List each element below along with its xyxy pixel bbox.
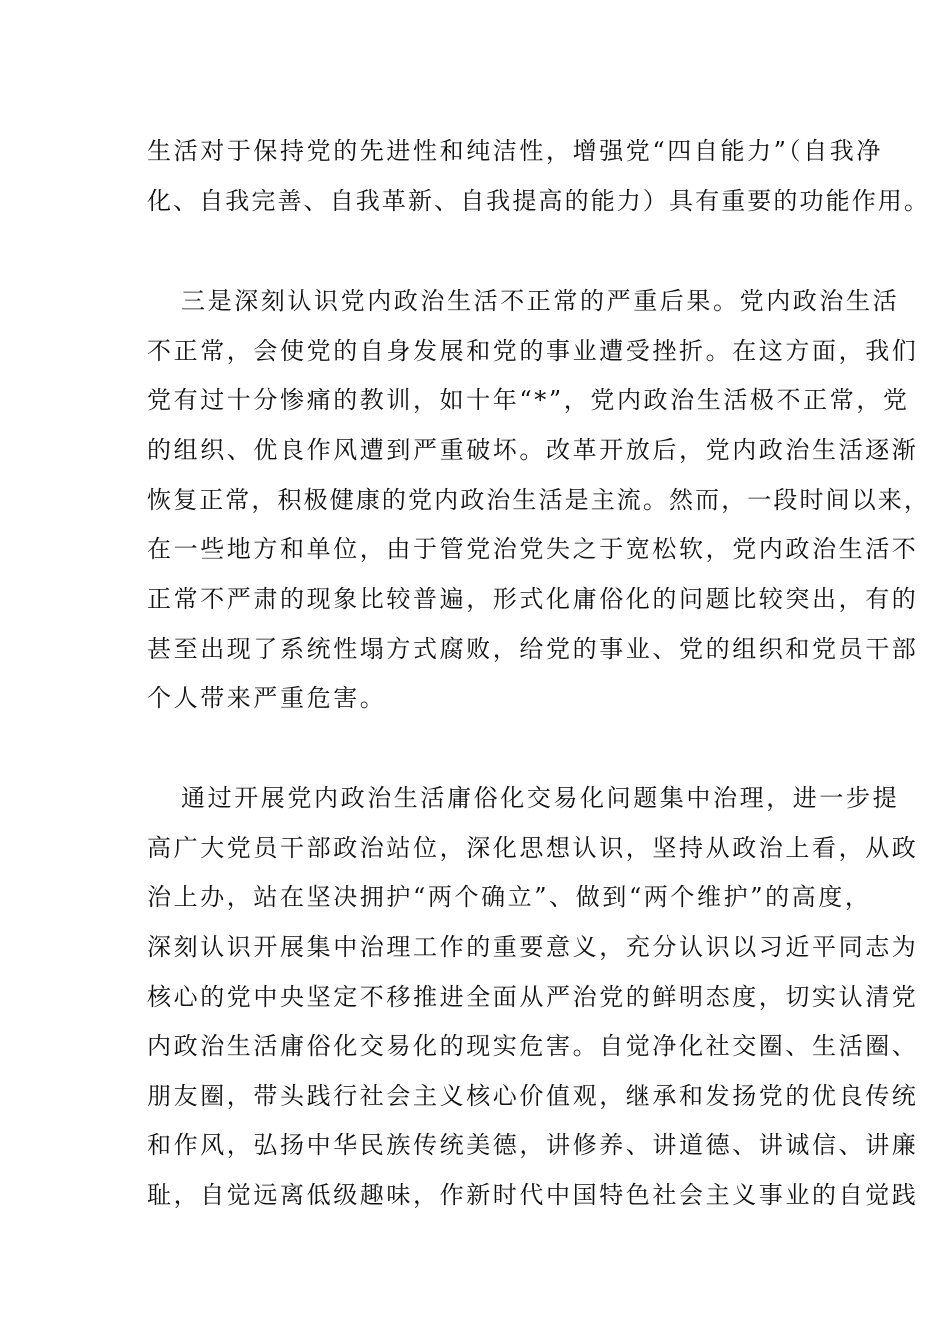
text-line: 治上办，站在坚决拥护“两个确立”、做到“两个维护”的高度，: [147, 883, 872, 911]
text-line: 在一些地方和单位，由于管党治党失之于宽松软，党内政治生活不: [147, 535, 919, 563]
text-line: 三是深刻认识党内政治生活不正常的严重后果。党内政治生活: [181, 287, 900, 315]
text-line: 甚至出现了系统性塌方式腐败，给党的事业、党的组织和党员干部: [147, 635, 919, 663]
text-line: 内政治生活庸俗化交易化的现实危害。自觉净化社交圈、生活圈、: [147, 1032, 919, 1060]
text-line: 正常不严肃的现象比较普遍，形式化庸俗化的问题比较突出，有的: [147, 585, 919, 613]
text-line: 的组织、优良作风遭到严重破坏。改革开放后，党内政治生活逐渐: [147, 436, 919, 464]
text-line: 深刻认识开展集中治理工作的重要意义，充分认识以习近平同志为: [147, 933, 919, 961]
text-line: 通过开展党内政治生活庸俗化交易化问题集中治理，进一步提: [181, 784, 900, 812]
text-line: 和作风，弘扬中华民族传统美德，讲修养、讲道德、讲诚信、讲廉: [147, 1131, 919, 1159]
text-line: 恢复正常，积极健康的党内政治生活是主流。然而，一段时间以来，: [147, 486, 930, 514]
text-line: 朋友圈，带头践行社会主义核心价值观，继承和发扬党的优良传统: [147, 1082, 919, 1110]
text-line: 高广大党员干部政治站位，深化思想认识，坚持从政治上看，从政: [147, 834, 919, 862]
text-line: 核心的党中央坚定不移推进全面从严治党的鲜明态度，切实认清党: [147, 983, 919, 1011]
text-line: 不正常，会使党的自身发展和党的事业遭受挫折。在这方面，我们: [147, 337, 919, 365]
text-line: 个人带来严重危害。: [147, 684, 387, 712]
text-line: 党有过十分惨痛的教训，如十年“*”，党内政治生活极不正常，党: [147, 386, 910, 414]
text-line: 生活对于保持党的先进性和纯洁性，增强党“四自能力”（自我净: [147, 137, 883, 165]
text-line: 化、自我完善、自我革新、自我提高的能力）具有重要的功能作用。: [147, 187, 930, 215]
text-line: 耻，自觉远离低级趣味，作新时代中国特色社会主义事业的自觉践: [147, 1181, 919, 1209]
